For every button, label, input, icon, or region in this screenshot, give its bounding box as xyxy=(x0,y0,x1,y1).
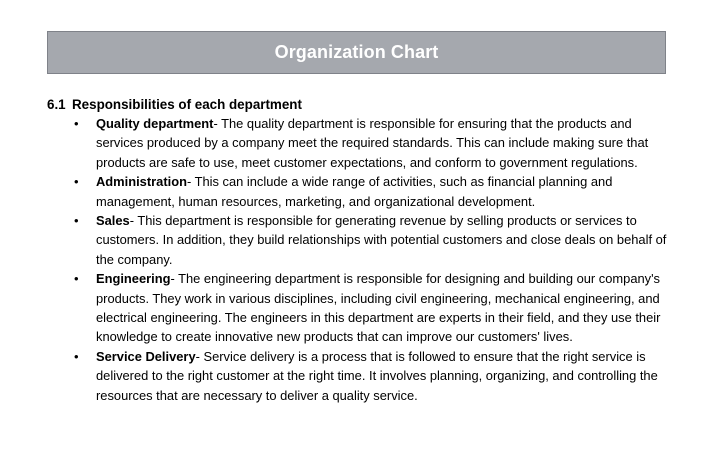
department-list xyxy=(47,114,672,405)
department-name: Sales xyxy=(96,213,130,229)
department-description: - Service delivery is a process that is followed to ensure that the right service is delivered to the right customer at the right time. It involves planning, organizing, and controlling the resources that are necessary to deliver a quality service. xyxy=(96,348,658,403)
department-description: - The engineering department is responsible for designing and building our company's products. They work in various disciplines, including civil engineering, mechanical engineering, and electrical engineering. The engineers in this department are experts in their field, and they use their knowledge to create innovative new products that can improve our customers' lives. xyxy=(96,271,661,345)
department-name: Engineering xyxy=(96,271,171,287)
list-item-engineering xyxy=(47,269,672,347)
bullet-icon: • xyxy=(74,116,79,131)
section-heading xyxy=(47,95,672,114)
department-description: - This department is responsible for generating revenue by selling products or services to customers. In addition, they build relationships with potential customers and close deals on behalf of the company. xyxy=(96,213,667,267)
department-description: - The quality department is responsible for ensuring that the products and services produced by a company meet the required standards. This can include making sure that products are safe to use, meet customer expectations, and conform to government regulations. xyxy=(96,116,649,170)
department-name: Quality department xyxy=(96,116,214,131)
list-item-service-delivery xyxy=(47,347,672,405)
title-banner xyxy=(47,31,666,74)
bullet-icon: • xyxy=(74,174,79,190)
page-title: Organization Chart xyxy=(274,42,439,62)
list-item-quality xyxy=(47,114,672,172)
bullet-icon: • xyxy=(74,213,79,229)
responsibilities-section xyxy=(47,95,672,405)
department-name: Administration xyxy=(96,174,187,190)
section-heading-text: Responsibilities of each department xyxy=(72,97,302,112)
department-description: - This can include a wide range of activities, such as financial planning and management, human resources, marketing, and organizational development. xyxy=(96,174,613,209)
list-item-sales xyxy=(47,211,672,269)
section-number: 6.1 xyxy=(47,97,66,112)
bullet-icon: • xyxy=(74,348,79,364)
list-item-administration xyxy=(47,172,672,211)
department-name: Service Delivery xyxy=(96,348,196,364)
bullet-icon: • xyxy=(74,271,79,287)
